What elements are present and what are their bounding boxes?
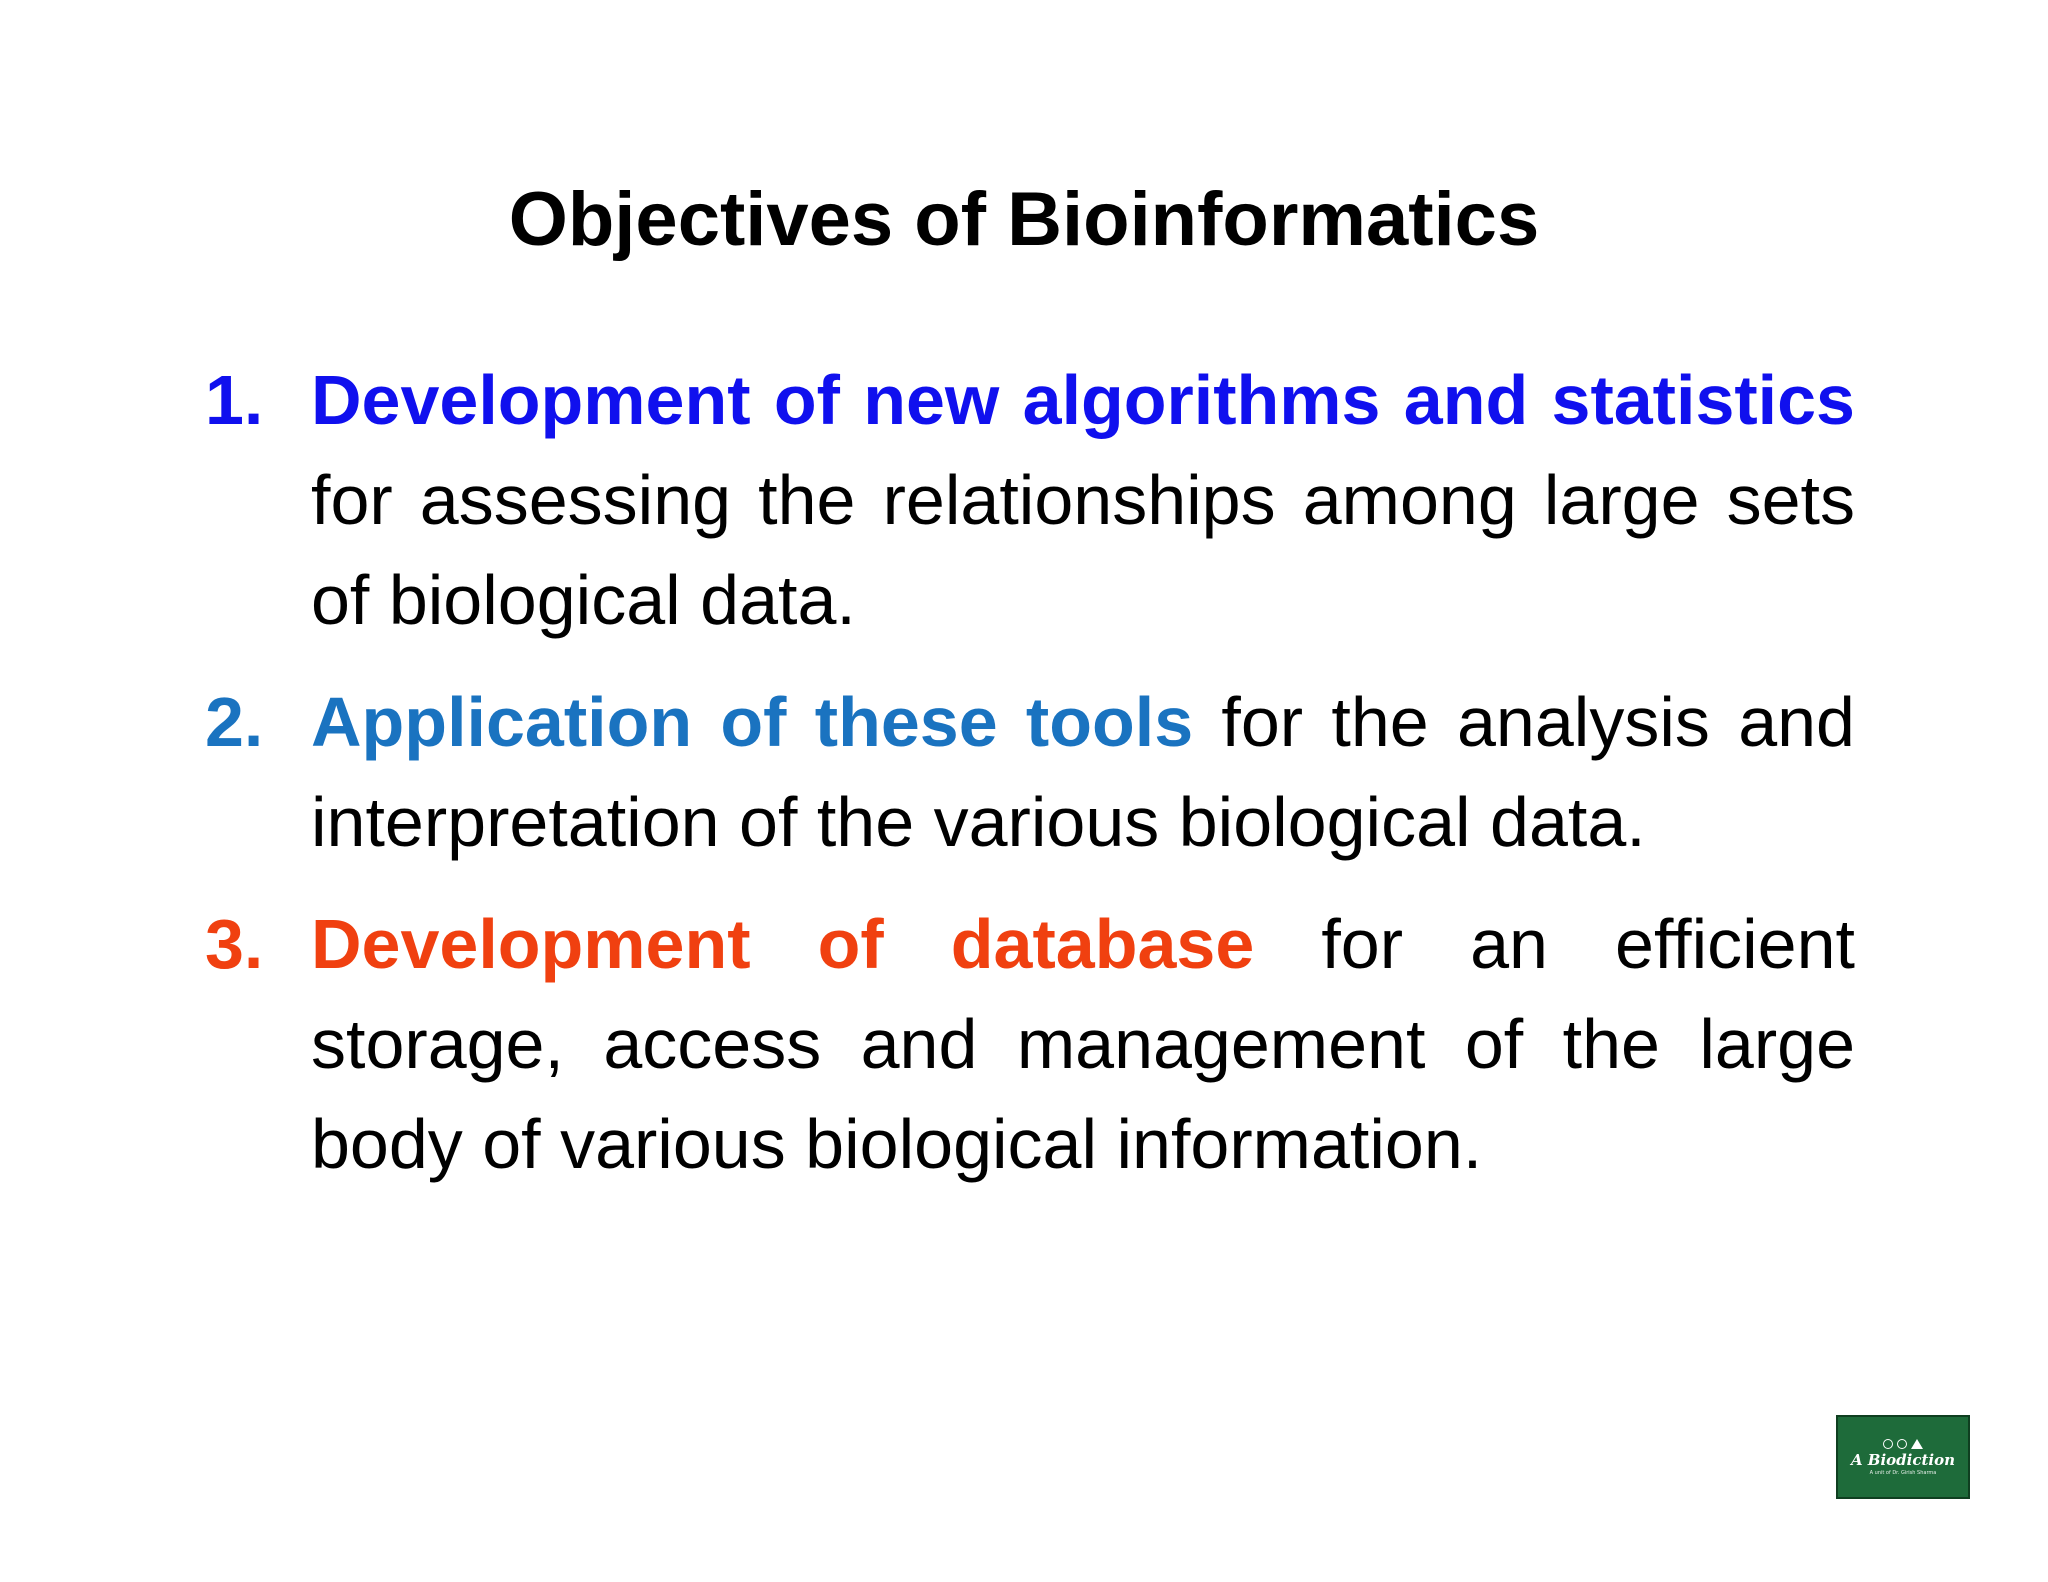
objective-text: for an efficient storage, access and management of the large body of various biological information.	[311, 905, 1855, 1183]
objective-number: 1.	[205, 361, 264, 439]
mountain-icon	[1911, 1439, 1923, 1449]
objective-highlight: Application of these tools	[311, 683, 1194, 761]
leaf-icon	[1883, 1439, 1893, 1449]
objective-text: for the analysis and interpretation of the various biological data.	[311, 683, 1855, 861]
objective-text: for assessing the relationships among large sets of biological data.	[311, 461, 1855, 639]
logo-icons	[1883, 1437, 1923, 1449]
objective-item-3	[205, 894, 1855, 1194]
objective-item-2	[205, 672, 1855, 872]
slide-title: Objectives of Bioinformatics	[508, 177, 1540, 262]
objective-item-1	[205, 350, 1855, 650]
objective-highlight: Development of new algorithms and statistics	[311, 361, 1855, 439]
logo-text: A Biodiction	[1850, 1451, 1956, 1469]
objective-number: 2.	[205, 683, 264, 761]
logo-tagline: A unit of Dr. Girish Sharma	[1869, 1470, 1937, 1476]
objective-highlight: Development of database	[311, 905, 1255, 983]
microscope-icon	[1897, 1439, 1907, 1449]
objectives-list	[205, 350, 1855, 1216]
objective-number: 3.	[205, 905, 264, 983]
biodiction-logo	[1836, 1415, 1970, 1499]
